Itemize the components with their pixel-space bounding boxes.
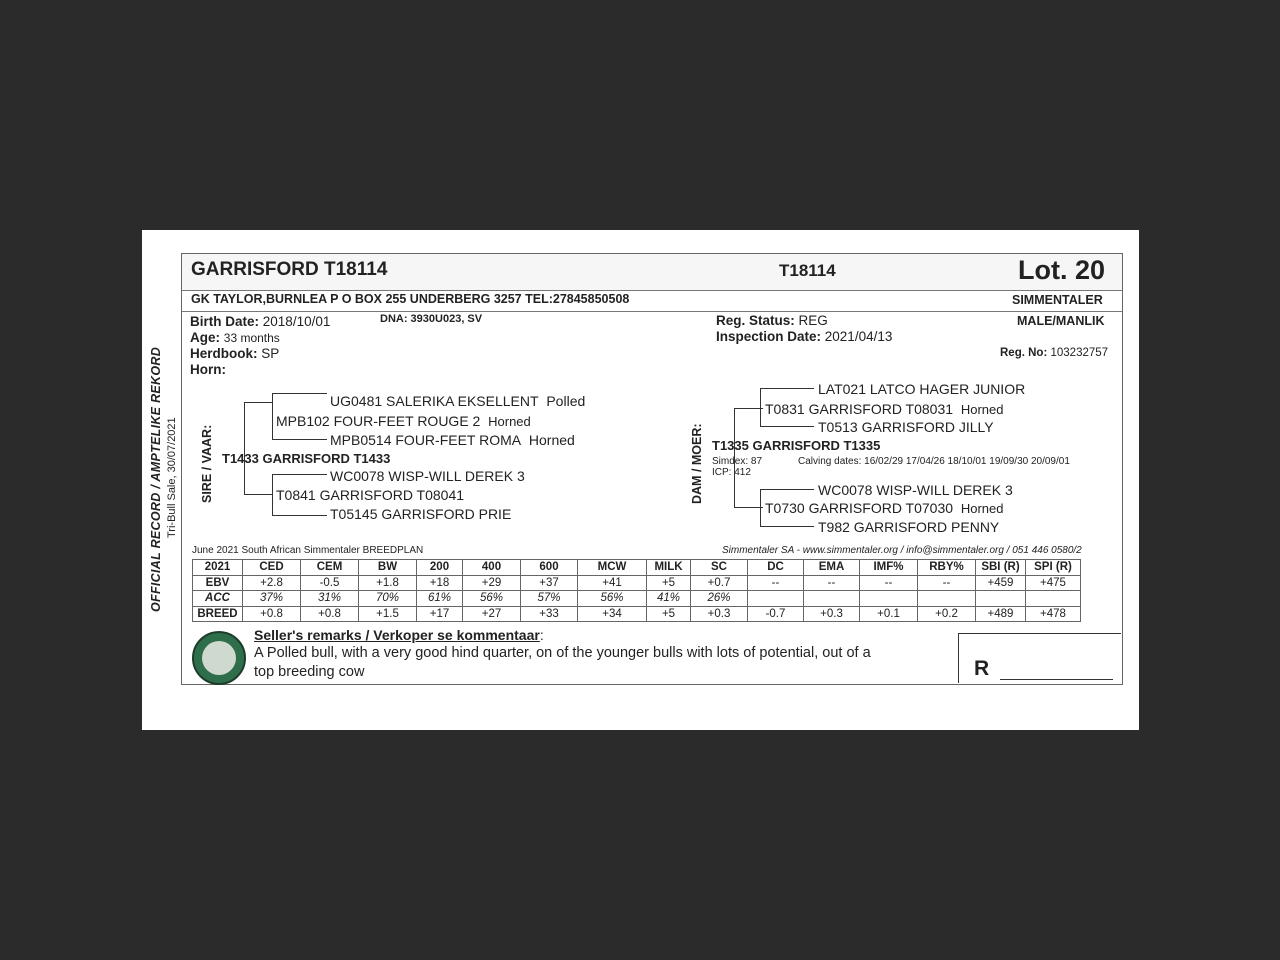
table-cell: +0.3 (804, 606, 860, 622)
table-cell: CEM (301, 560, 359, 576)
table-cell: -- (918, 575, 976, 591)
table-cell (918, 591, 976, 607)
inspection-date: Inspection Date: 2021/04/13 (716, 329, 893, 344)
table-cell: +2.8 (243, 575, 301, 591)
table-cell: 56% (578, 591, 647, 607)
table-cell (748, 591, 804, 607)
table-cell: 600 (521, 560, 578, 576)
table-cell: +34 (578, 606, 647, 622)
dam-lower-sire: WC0078 WISP-WILL DEREK 3 (818, 482, 1013, 498)
price-label: R (974, 657, 990, 680)
table-cell (804, 591, 860, 607)
table-cell: DC (748, 560, 804, 576)
table-cell: MILK (647, 560, 691, 576)
dam-label: DAM / MOER: (690, 423, 704, 504)
reg-number: Reg. No: 103232757 (1000, 347, 1109, 359)
table-cell: +33 (521, 606, 578, 622)
animal-id: T18114 (779, 261, 836, 280)
table-cell: 2021 (193, 560, 243, 576)
table-row (193, 560, 1081, 576)
dna-info: DNA: 3930U023, SV (380, 313, 483, 325)
remarks-line-1: A Polled bull, with a very good hind quarter, on of the younger bulls with lots of potential, out of a (254, 645, 871, 661)
remarks-title: Seller's remarks / Verkoper se kommentaar: (254, 627, 544, 643)
sire-name: T1433 GARRISFORD T1433 (222, 451, 391, 466)
birth-date: Birth Date: 2018/10/01 (190, 314, 331, 329)
table-cell: 26% (691, 591, 748, 607)
table-cell: IMF% (860, 560, 918, 576)
sire-lower-dam: T05145 GARRISFORD PRIE (330, 506, 512, 522)
ebv-table (192, 559, 1081, 622)
table-cell: 37% (243, 591, 301, 607)
table-cell: -0.5 (301, 575, 359, 591)
table-cell: +1.8 (359, 575, 417, 591)
remarks-line-2: top breeding cow (254, 664, 365, 680)
sire-lower: T0841 GARRISFORD T08041 (276, 487, 465, 503)
sale-label: Tri-Bull Sale, 30/07/2021 (166, 417, 178, 538)
dam-upper-sire: LAT021 LATCO HAGER JUNIOR (818, 381, 1026, 397)
table-cell: +41 (578, 575, 647, 591)
table-row (193, 591, 1081, 607)
table-cell (1026, 591, 1081, 607)
table-cell: 56% (463, 591, 521, 607)
table-cell: +0.2 (918, 606, 976, 622)
table-cell: +17 (417, 606, 463, 622)
table-cell: BREED (193, 606, 243, 622)
table-cell: +37 (521, 575, 578, 591)
table-cell: RBY% (918, 560, 976, 576)
table-cell: MCW (578, 560, 647, 576)
sire-upper-sire: UG0481 SALERIKA EKSELLENT Polled (330, 393, 586, 409)
table-cell (860, 591, 918, 607)
table-cell: EBV (193, 575, 243, 591)
table-cell: 61% (417, 591, 463, 607)
table-cell: +459 (976, 575, 1026, 591)
herdbook: Herdbook: SP (190, 346, 280, 361)
table-cell: +0.1 (860, 606, 918, 622)
sire-upper: MPB102 FOUR-FEET ROUGE 2 Horned (276, 413, 531, 429)
table-cell: -- (860, 575, 918, 591)
table-cell: SC (691, 560, 748, 576)
table-cell: +5 (647, 575, 691, 591)
table-row (193, 575, 1081, 591)
lot-number: Lot. 20 (1018, 255, 1106, 285)
simdex: Simdex: 87 (712, 456, 763, 467)
dam-lower: T0730 GARRISFORD T07030 Horned (765, 500, 1004, 516)
table-cell: +0.3 (691, 606, 748, 622)
official-record-label: OFFICIAL RECORD / AMPTELIKE REKORD (149, 346, 163, 612)
animal-name: GARRISFORD T18114 (191, 259, 388, 280)
table-cell: +1.5 (359, 606, 417, 622)
calving-dates: Calving dates: 16/02/29 17/04/26 18/10/01 19/09/30 20/09/01 (798, 456, 1070, 467)
breed-name: SIMMENTALER (1012, 293, 1103, 307)
age: Age: 33 months (190, 330, 280, 345)
table-cell: 31% (301, 591, 359, 607)
horn: Horn: (190, 362, 226, 377)
breedplan-caption: June 2021 South African Simmentaler BREEDPLAN (192, 545, 424, 556)
table-cell: +18 (417, 575, 463, 591)
table-cell: EMA (804, 560, 860, 576)
breedplan-contact: Simmentaler SA - www.simmentaler.org / info@simmentaler.org / 051 446 0580/2 (722, 545, 1082, 556)
sire-label: SIRE / VAAR: (200, 424, 214, 503)
reg-status: Reg. Status: REG (716, 313, 828, 328)
price-line (1000, 679, 1113, 680)
table-cell: 400 (463, 560, 521, 576)
table-cell: -- (748, 575, 804, 591)
dam-lower-dam: T982 GARRISFORD PENNY (818, 519, 1000, 535)
table-cell: +29 (463, 575, 521, 591)
table-row (193, 606, 1081, 622)
table-cell: CED (243, 560, 301, 576)
dam-upper: T0831 GARRISFORD T08031 Horned (765, 401, 1004, 417)
table-cell: 57% (521, 591, 578, 607)
icp: ICP: 412 (712, 467, 751, 478)
table-cell: 41% (647, 591, 691, 607)
dam-name: T1335 GARRISFORD T1335 (712, 438, 881, 453)
table-cell: SPI (R) (1026, 560, 1081, 576)
table-cell: ACC (193, 591, 243, 607)
table-cell: +478 (1026, 606, 1081, 622)
table-cell: +489 (976, 606, 1026, 622)
table-cell: +475 (1026, 575, 1081, 591)
table-cell: +27 (463, 606, 521, 622)
table-cell: +0.8 (301, 606, 359, 622)
owner-info: GK TAYLOR,BURNLEA P O BOX 255 UNDERBERG 3257 TEL:27845850508 (191, 292, 630, 306)
table-cell: 200 (417, 560, 463, 576)
table-cell: +0.7 (691, 575, 748, 591)
table-cell: -0.7 (748, 606, 804, 622)
sex: MALE/MANLIK (1017, 314, 1105, 328)
dam-upper-dam: T0513 GARRISFORD JILLY (818, 419, 994, 435)
table-cell: SBI (R) (976, 560, 1026, 576)
table-cell: 70% (359, 591, 417, 607)
simmentaler-logo (192, 631, 246, 685)
sire-upper-dam: MPB0514 FOUR-FEET ROMA Horned (330, 432, 575, 448)
table-cell: +5 (647, 606, 691, 622)
table-cell: +0.8 (243, 606, 301, 622)
table-cell (976, 591, 1026, 607)
sire-lower-sire: WC0078 WISP-WILL DEREK 3 (330, 468, 525, 484)
table-cell: BW (359, 560, 417, 576)
table-cell: -- (804, 575, 860, 591)
